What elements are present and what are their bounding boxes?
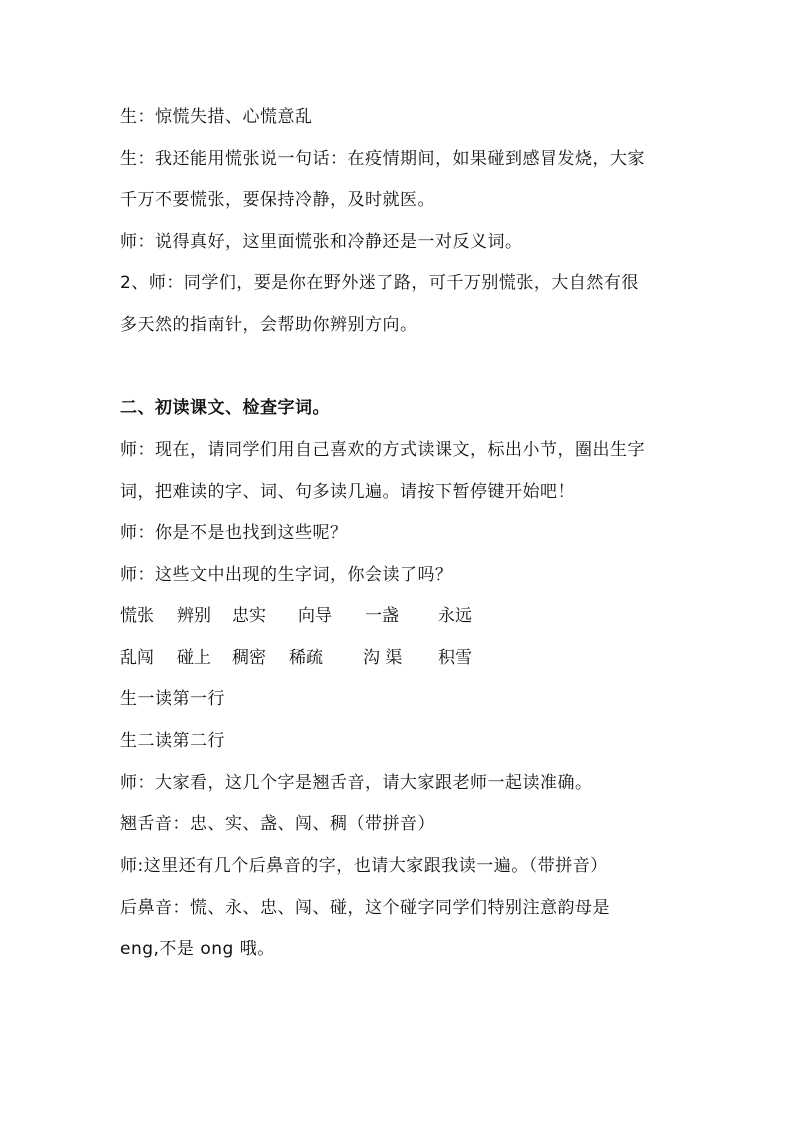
text-line: 师：这些文中出现的生字词，你会读了吗？ — [120, 565, 453, 585]
text-line: eng,不是 ong 哦。 — [120, 939, 275, 959]
text-line: 生一读第一行 — [120, 689, 225, 709]
text-line: 师：现在，请同学们用自己喜欢的方式读课文，标出小节，圈出生字 — [120, 440, 645, 460]
word-item: 辨别 — [177, 606, 211, 626]
text-line: 师：大家看，这几个字是翘舌音，请大家跟老师一起读准确。 — [120, 773, 593, 793]
word-item: 稠密 — [232, 648, 266, 668]
text-line: 师：说得真好，这里面慌张和冷静还是一对反义词。 — [120, 232, 523, 252]
text-line: 师：你是不是也找到这些呢？ — [120, 523, 348, 543]
text-line: 多天然的指南针，会帮助你辨别方向。 — [120, 315, 418, 335]
word-item: 向导 — [298, 606, 332, 626]
text-line: 生：我还能用慌张说一句话：在疫情期间，如果碰到感冒发烧，大家 — [120, 149, 645, 169]
word-item: 忠实 — [232, 606, 266, 626]
text-line: 师:这里还有几个后鼻音的字，也请大家跟我读一遍。（带拼音） — [120, 856, 608, 876]
text-line: 2、师：同学们，要是你在野外迷了路，可千万别慌张，大自然有很 — [120, 273, 639, 293]
word-item: 一盏 — [365, 606, 399, 626]
word-item: 积雪 — [438, 648, 472, 668]
word-item: 碰上 — [177, 648, 211, 668]
text-line: 生二读第二行 — [120, 731, 225, 751]
word-item: 永远 — [438, 606, 472, 626]
text-line: 千万不要慌张，要保持冷静，及时就医。 — [120, 190, 435, 210]
word-item: 沟 渠 — [363, 648, 403, 668]
word-item: 乱闯 — [120, 648, 154, 668]
word-item: 稀疏 — [289, 648, 323, 668]
section-heading: 二、初读课文、检查字词。 — [120, 398, 330, 418]
text-line: 后鼻音：慌、永、忠、闯、碰，这个碰字同学们特别注意韵母是 — [120, 898, 610, 918]
text-line: 翘舌音：忠、实、盏、闯、稠（带拼音） — [120, 814, 435, 834]
word-item: 慌张 — [120, 606, 154, 626]
text-line: 词，把难读的字、词、句多读几遍。请按下暂停键开始吧！ — [120, 482, 575, 502]
text-line: 生：惊慌失措、心慌意乱 — [120, 107, 313, 127]
